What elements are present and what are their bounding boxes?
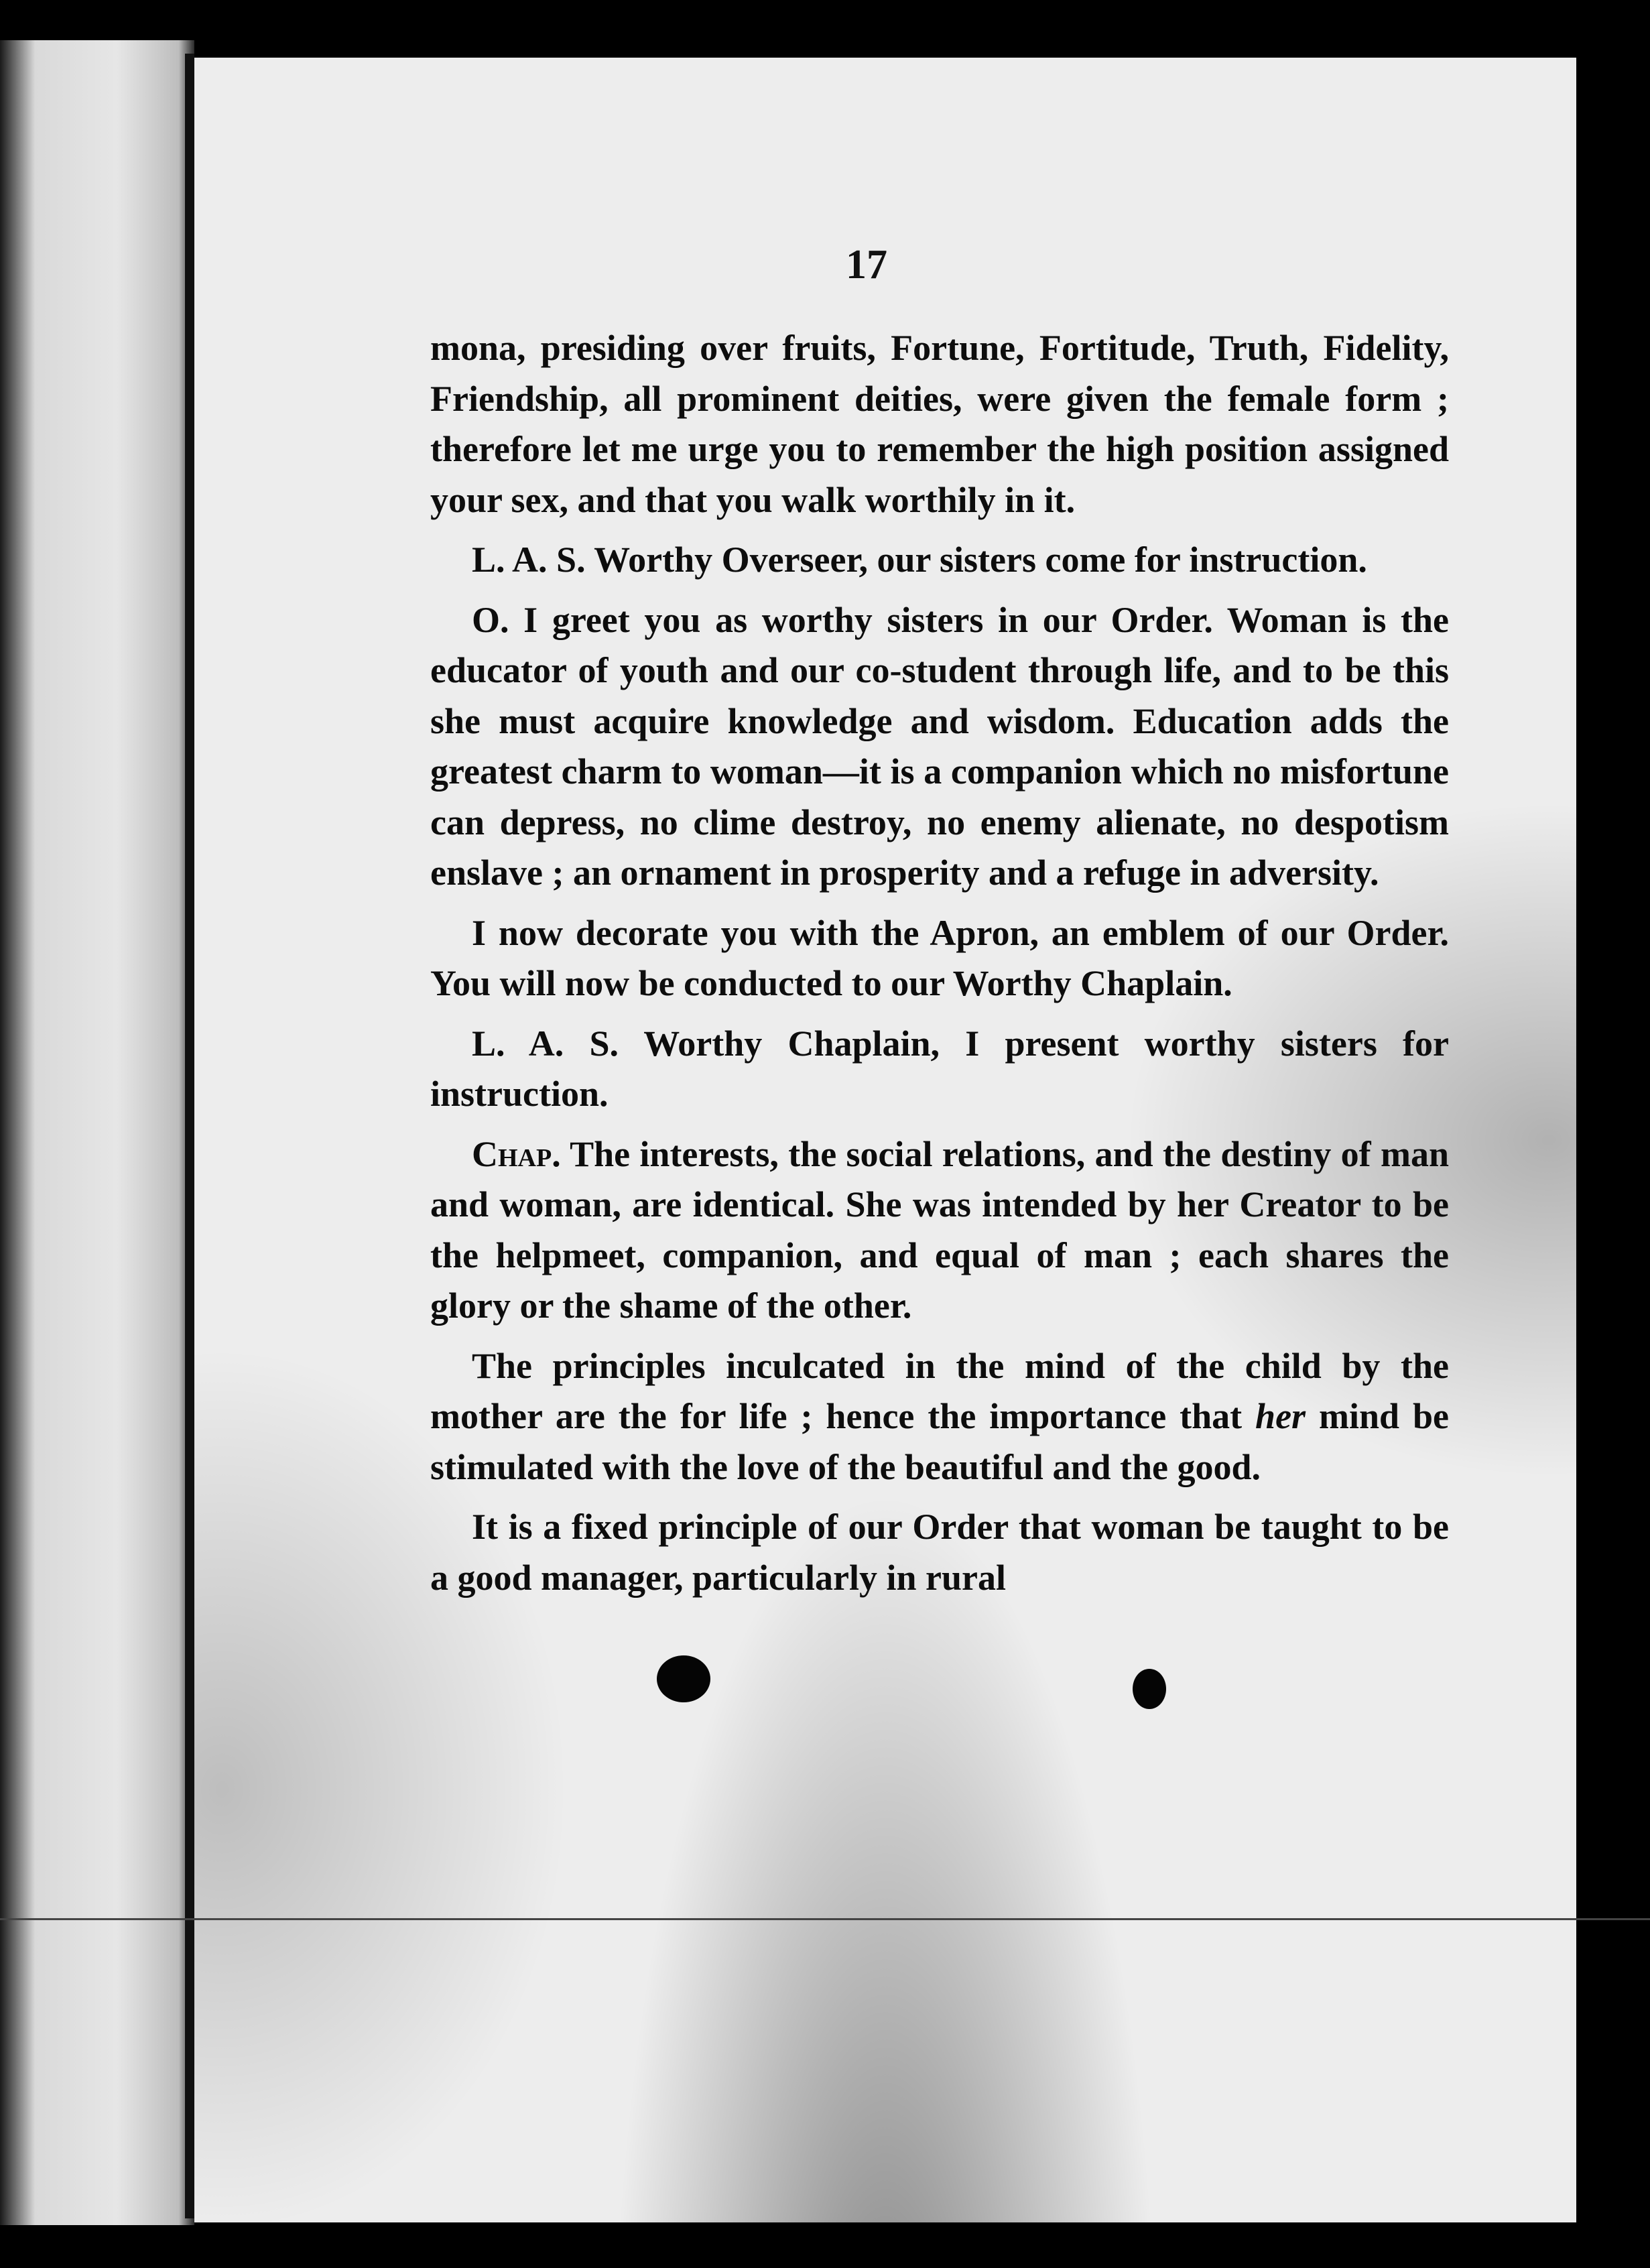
paragraph-3: O. I greet you as worthy sisters in our Order. Woman is the educator of youth and our co-student through life, and to be this she must acquire knowledge and wisdom. Education adds the greatest charm to woman—it is a companion which no misfortune can depress, no clime destroy, no enemy alienate, no despotism enslave ; an ornament in prosperity and a refuge in adversity.: [430, 599, 1449, 893]
paragraph-1: mona, presiding over fruits, Fortune, Fortitude, Truth, Fidelity, Friendship, all prominent deities, were given the female form ; therefore let me urge you to remember the high position assigned your sex, and that you walk worthily in it.: [430, 328, 1449, 520]
page-number: 17: [846, 242, 887, 288]
paragraph-7-after: mind be stimulated with the love of the beautiful and the good.: [430, 1396, 1449, 1487]
paragraph-4: I now decorate you with the Apron, an emblem of our Order. You will now be conducted to our Worthy Chaplain.: [430, 912, 1449, 1003]
paragraph-6-text: The interests, the social relations, and the destiny of man and woman, are identical. She was intended by her Creator to be the helpmeet, companion, and equal of man ; each shares the glory or the shame of the other.: [430, 1133, 1449, 1326]
facing-page-edge: [0, 40, 194, 2225]
paragraph-2: L. A. S. Worthy Overseer, our sisters come for instruction.: [472, 540, 1367, 580]
ink-blot: [657, 1655, 710, 1702]
paragraph-6: [430, 1129, 1449, 1332]
paragraph-8: It is a fixed principle of our Order that woman be taught to be a good manager, particularly in rural: [430, 1507, 1449, 1598]
paragraph-7-before: The principles inculcated in the mind of the child by the mother are the for life ; hence the importance that: [430, 1345, 1449, 1436]
paragraph-7-emphasis: her: [1255, 1396, 1306, 1436]
ink-blot: [1133, 1669, 1166, 1709]
speaker-label: Chap.: [472, 1133, 561, 1174]
paragraph-7: [430, 1341, 1449, 1493]
paragraph-5: L. A. S. Worthy Chaplain, I present worthy sisters for instruction.: [430, 1023, 1449, 1114]
page-text: [430, 323, 1449, 1613]
book-spine: [185, 54, 194, 2218]
scan-line: [0, 1918, 1650, 1920]
